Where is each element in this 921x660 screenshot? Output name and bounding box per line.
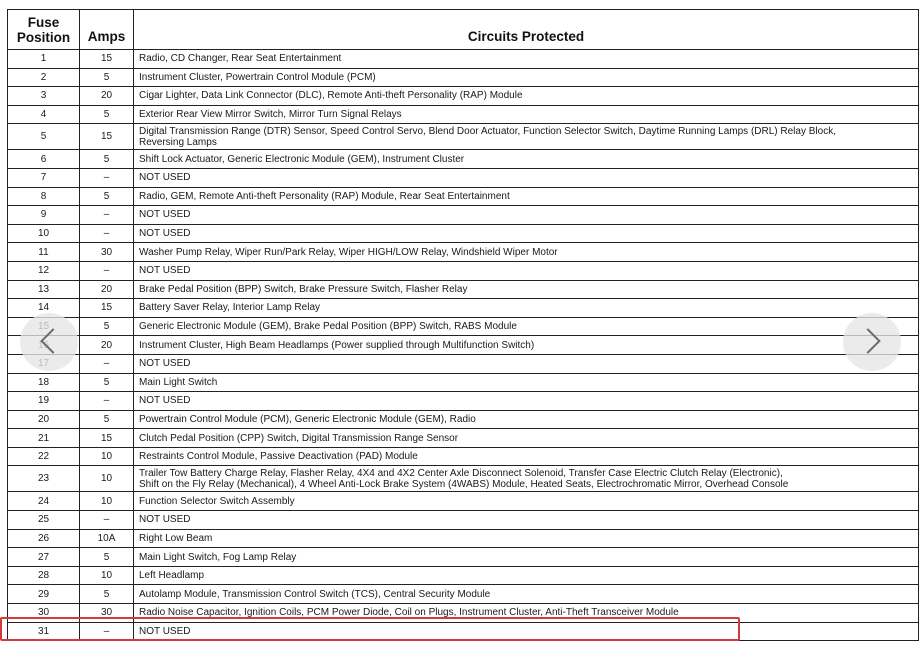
circuits-cell [134, 224, 919, 243]
circuits-text: NOT USED [139, 625, 191, 637]
amps-cell: 10 [80, 566, 134, 585]
circuits-text-line2: Shift on the Fly Relay (Mechanical), 4 Wheel Anti-Lock Brake System (4WABS) Module, Heated Seats, Electrochromatic Mirror, Overhead Console [139, 478, 789, 490]
circuits-cell [134, 585, 919, 604]
circuits-cell [134, 604, 919, 623]
fuse-position-cell: 10 [8, 224, 80, 243]
circuits-text: NOT USED [139, 514, 191, 526]
circuits-text: Battery Saver Relay, Interior Lamp Relay [139, 302, 321, 314]
circuits-cell [134, 447, 919, 466]
circuits-text: Radio Noise Capacitor, Ignition Coils, PCM Power Diode, Coil on Plugs, Instrument Cluster, Anti-Theft Transceiver Module [139, 607, 679, 619]
fuse-table [7, 9, 919, 641]
circuits-text: Powertrain Control Module (PCM), Generic Electronic Module (GEM), Radio [139, 413, 476, 425]
circuits-cell [134, 373, 919, 392]
table-row [8, 511, 919, 530]
header-fuse-line2: Position [16, 29, 71, 45]
circuits-text: Autolamp Module, Transmission Control Switch (TCS), Central Security Module [139, 588, 491, 600]
table-row [8, 548, 919, 567]
amps-cell: 10 [80, 447, 134, 466]
circuits-text: NOT USED [139, 209, 191, 221]
fuse-position-cell: 4 [8, 105, 80, 124]
fuse-table-body [8, 50, 919, 641]
amps-cell: 5 [80, 105, 134, 124]
fuse-position-cell: 26 [8, 529, 80, 548]
table-row [8, 68, 919, 87]
amps-cell: 5 [80, 68, 134, 87]
circuits-cell [134, 317, 919, 336]
fuse-position-cell: 24 [8, 492, 80, 511]
circuits-cell [134, 206, 919, 225]
circuits-cell [134, 68, 919, 87]
fuse-position-cell: 3 [8, 87, 80, 106]
table-row [8, 168, 919, 187]
fuse-position-cell: 30 [8, 604, 80, 623]
table-row [8, 224, 919, 243]
fuse-position-cell: 21 [8, 429, 80, 448]
table-header-row [8, 10, 919, 50]
circuits-text: Main Light Switch, Fog Lamp Relay [139, 551, 297, 563]
circuits-cell [134, 622, 919, 641]
circuits-text: NOT USED [139, 358, 191, 370]
table-row [8, 492, 919, 511]
table-row [8, 299, 919, 318]
amps-cell: – [80, 622, 134, 641]
fuse-position-cell: 5 [8, 124, 80, 150]
table-row [8, 280, 919, 299]
table-row [8, 622, 919, 641]
circuits-cell [134, 354, 919, 373]
table-row [8, 585, 919, 604]
table-row [8, 410, 919, 429]
table-row [8, 50, 919, 69]
amps-cell: 5 [80, 150, 134, 169]
circuits-cell [134, 124, 919, 150]
amps-cell: 20 [80, 87, 134, 106]
fuse-position-cell: 23 [8, 466, 80, 492]
amps-cell: 20 [80, 280, 134, 299]
circuits-text: Restraints Control Module, Passive Deactivation (PAD) Module [139, 451, 418, 463]
amps-cell: 15 [80, 429, 134, 448]
table-row [8, 429, 919, 448]
header-fuse-line1: Fuse [27, 14, 60, 30]
header-fuse-position [8, 10, 80, 50]
circuits-text: Clutch Pedal Position (CPP) Switch, Digital Transmission Range Sensor [139, 432, 459, 444]
circuits-text: Trailer Tow Battery Charge Relay, Flasher Relay, 4X4 and 4X2 Center Axle Disconnect Solenoid, Transfer Case Electric Clutch Relay (Electronic), [139, 467, 783, 479]
circuits-text: Digital Transmission Range (DTR) Sensor, Speed Control Servo, Blend Door Actuator, Function Selector Switch, Daytime Running Lamps (DRL) Relay Block, [139, 125, 836, 137]
header-amps: Amps [80, 10, 134, 50]
amps-cell: 10 [80, 466, 134, 492]
circuits-text: NOT USED [139, 172, 191, 184]
circuits-cell [134, 429, 919, 448]
table-row [8, 466, 919, 492]
circuits-text: Function Selector Switch Assembly [139, 495, 295, 507]
table-row [8, 206, 919, 225]
amps-cell: 5 [80, 585, 134, 604]
amps-cell: 5 [80, 187, 134, 206]
amps-cell: – [80, 206, 134, 225]
circuits-text: Left Headlamp [139, 570, 205, 582]
circuits-cell [134, 105, 919, 124]
chevron-right-icon [855, 328, 880, 353]
amps-cell: – [80, 392, 134, 411]
amps-cell: 15 [80, 50, 134, 69]
amps-cell: – [80, 354, 134, 373]
table-row [8, 373, 919, 392]
table-row [8, 243, 919, 262]
circuits-cell [134, 168, 919, 187]
circuits-cell [134, 392, 919, 411]
circuits-cell [134, 511, 919, 530]
circuits-text: Generic Electronic Module (GEM), Brake Pedal Position (BPP) Switch, RABS Module [139, 321, 517, 333]
table-row [8, 392, 919, 411]
fuse-position-cell: 7 [8, 168, 80, 187]
table-row [8, 529, 919, 548]
amps-cell: – [80, 224, 134, 243]
circuits-text: Right Low Beam [139, 532, 213, 544]
circuits-text: Radio, GEM, Remote Anti-theft Personality (RAP) Module, Rear Seat Entertainment [139, 190, 510, 202]
table-row [8, 187, 919, 206]
amps-cell: 15 [80, 299, 134, 318]
fuse-position-cell: 6 [8, 150, 80, 169]
amps-cell: 5 [80, 373, 134, 392]
circuits-text: Instrument Cluster, High Beam Headlamps (Power supplied through Multifunction Switch) [139, 339, 535, 351]
amps-cell: 10A [80, 529, 134, 548]
circuits-text: NOT USED [139, 395, 191, 407]
table-row [8, 105, 919, 124]
circuits-cell [134, 299, 919, 318]
circuits-cell [134, 87, 919, 106]
circuits-cell [134, 261, 919, 280]
circuits-text: Radio, CD Changer, Rear Seat Entertainment [139, 53, 342, 65]
header-circuits: Circuits Protected [134, 10, 919, 50]
circuits-text: Brake Pedal Position (BPP) Switch, Brake Pressure Switch, Flasher Relay [139, 283, 468, 295]
circuits-cell [134, 50, 919, 69]
chevron-left-icon [40, 328, 65, 353]
amps-cell: 30 [80, 243, 134, 262]
circuits-text: Instrument Cluster, Powertrain Control Module (PCM) [139, 71, 376, 83]
fuse-position-cell: 11 [8, 243, 80, 262]
table-row [8, 87, 919, 106]
fuse-position-cell: 2 [8, 68, 80, 87]
circuits-text: Shift Lock Actuator, Generic Electronic Module (GEM), Instrument Cluster [139, 153, 465, 165]
table-row [8, 317, 919, 336]
table-row [8, 261, 919, 280]
prev-image-button[interactable] [20, 313, 78, 371]
amps-cell: 5 [80, 548, 134, 567]
next-image-button[interactable] [843, 313, 901, 371]
circuits-cell [134, 410, 919, 429]
circuits-text: Washer Pump Relay, Wiper Run/Park Relay, Wiper HIGH/LOW Relay, Windshield Wiper Motor [139, 246, 558, 258]
fuse-position-cell: 9 [8, 206, 80, 225]
fuse-position-cell: 27 [8, 548, 80, 567]
circuits-cell [134, 548, 919, 567]
circuits-cell [134, 566, 919, 585]
fuse-position-cell: 13 [8, 280, 80, 299]
fuse-position-cell: 20 [8, 410, 80, 429]
circuits-text: Cigar Lighter, Data Link Connector (DLC), Remote Anti-theft Personality (RAP) Module [139, 90, 523, 102]
fuse-position-cell: 12 [8, 261, 80, 280]
amps-cell: 20 [80, 336, 134, 355]
fuse-position-cell: 29 [8, 585, 80, 604]
circuits-cell [134, 466, 919, 492]
circuits-cell [134, 529, 919, 548]
fuse-position-cell: 28 [8, 566, 80, 585]
circuits-text: NOT USED [139, 265, 191, 277]
table-row [8, 604, 919, 623]
amps-cell: – [80, 511, 134, 530]
circuits-text-line2: Reversing Lamps [139, 136, 217, 148]
amps-cell: 5 [80, 317, 134, 336]
fuse-position-cell: 19 [8, 392, 80, 411]
table-row [8, 150, 919, 169]
table-row [8, 336, 919, 355]
circuits-cell [134, 150, 919, 169]
table-row [8, 447, 919, 466]
amps-cell: – [80, 168, 134, 187]
circuits-cell [134, 243, 919, 262]
circuits-text: Main Light Switch [139, 376, 218, 388]
amps-cell: 10 [80, 492, 134, 511]
fuse-position-cell: 14 [8, 299, 80, 318]
table-row [8, 124, 919, 150]
circuits-cell [134, 187, 919, 206]
fuse-position-cell: 8 [8, 187, 80, 206]
circuits-cell [134, 492, 919, 511]
table-row [8, 566, 919, 585]
amps-cell: 5 [80, 410, 134, 429]
fuse-position-cell: 1 [8, 50, 80, 69]
amps-cell: 15 [80, 124, 134, 150]
fuse-position-cell: 18 [8, 373, 80, 392]
circuits-text: Exterior Rear View Mirror Switch, Mirror Turn Signal Relays [139, 109, 402, 121]
circuits-cell [134, 336, 919, 355]
fuse-position-cell: 25 [8, 511, 80, 530]
circuits-text: NOT USED [139, 228, 191, 240]
fuse-position-cell: 22 [8, 447, 80, 466]
fuse-position-cell: 31 [8, 622, 80, 641]
amps-cell: – [80, 261, 134, 280]
circuits-cell [134, 280, 919, 299]
amps-cell: 30 [80, 604, 134, 623]
table-row [8, 354, 919, 373]
